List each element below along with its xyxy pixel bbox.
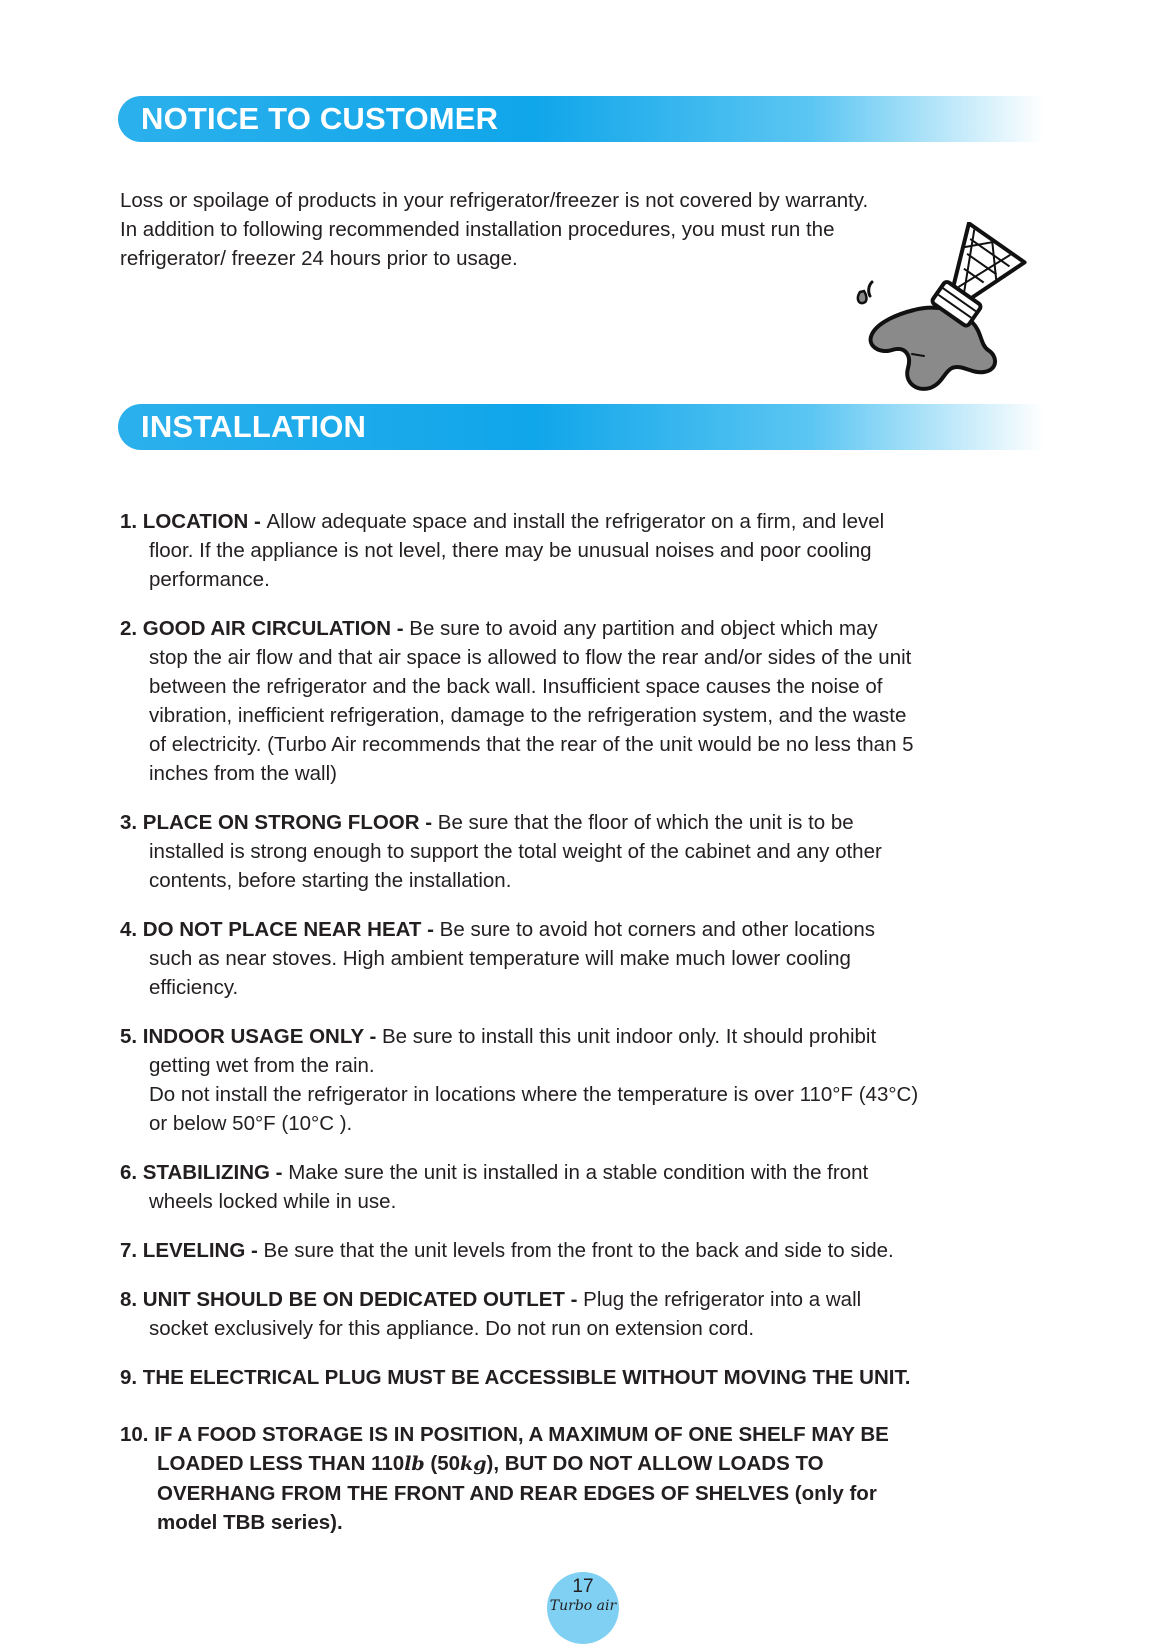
item-text: Be sure to avoid hot corners and other locations [439,918,875,941]
list-item [120,1420,1055,1537]
item-heading: 4. DO NOT PLACE NEAR HEAT - [120,918,440,941]
list-item [120,915,1055,1002]
item-text: such as near stoves. High ambient temperature will make much lower cooling [149,947,851,970]
item-text: wheels locked while in use. [149,1190,397,1213]
item-text-part: (50 [424,1452,461,1475]
item-text: floor. If the appliance is not level, there may be unusual noises and poor cooling [149,539,872,562]
list-item [120,1363,1055,1392]
item-text: of electricity. (Turbo Air recommends that the rear of the unit would be no less than 5 [149,733,914,756]
item-text: Do not install the refrigerator in locations where the temperature is over 110°F (43°C) [149,1083,919,1106]
item-text: Be sure to install this unit indoor only. It should prohibit [382,1025,877,1048]
item-text: Allow adequate space and install the refrigerator on a firm, and level [266,510,885,533]
item-text: inches from the wall) [149,762,337,785]
item-text-part: ), BUT DO NOT ALLOW LOADS TO [486,1452,824,1475]
item-text: OVERHANG FROM THE FRONT AND REAR EDGES OF SHELVES (only for [157,1482,877,1505]
item-heading: 5. INDOOR USAGE ONLY - [120,1025,382,1048]
item-text: Make sure the unit is installed in a stable condition with the front [288,1161,869,1184]
item-text [120,1449,1055,1479]
unit-kg: kg [460,1453,487,1475]
item-heading: 7. LEVELING - [120,1239,264,1262]
item-heading: 9. THE ELECTRICAL PLUG MUST BE ACCESSIBLE WITHOUT MOVING THE UNIT. [120,1366,911,1389]
installation-list [120,507,1055,1557]
unit-lb: lb [404,1453,425,1475]
page-badge [547,1572,619,1644]
list-item [120,507,1055,594]
item-text: socket exclusively for this appliance. Do not run on extension cord. [149,1317,755,1340]
item-text: between the refrigerator and the back wall. Insufficient space causes the noise of [149,675,883,698]
item-text: efficiency. [149,976,239,999]
item-heading: 8. UNIT SHOULD BE ON DEDICATED OUTLET - [120,1288,584,1311]
item-text: model TBB series). [157,1511,343,1534]
item-heading: 2. GOOD AIR CIRCULATION - [120,617,410,640]
item-text: contents, before starting the installation. [149,869,512,892]
list-item [120,1022,1055,1138]
installation-title: INSTALLATION [141,409,367,444]
item-text: vibration, inefficient refrigeration, damage to the refrigeration system, and the waste [149,704,907,727]
list-item [120,1285,1055,1343]
notice-line: In addition to following recommended installation procedures, you must run the [120,218,835,241]
brand-logo: Turbo air [549,1598,617,1614]
item-text-part: LOADED LESS THAN 110 [157,1452,405,1475]
list-item [120,1158,1055,1216]
list-item [120,808,1055,895]
item-heading: 3. PLACE ON STRONG FLOOR - [120,811,438,834]
item-text: stop the air flow and that air space is allowed to flow the rear and/or sides of the unit [149,646,912,669]
item-text: Be sure that the unit levels from the front to the back and side to side. [263,1239,894,1262]
item-text: installed is strong enough to support the total weight of the cabinet and any other [149,840,882,863]
item-text: Be sure that the floor of which the unit is to be [437,811,854,834]
page-number: 17 [572,1576,594,1597]
item-text: performance. [149,568,270,591]
notice-title: NOTICE TO CUSTOMER [141,101,499,136]
item-heading: 1. LOCATION - [120,510,267,533]
notice-line: Loss or spoilage of products in your refrigerator/freezer is not covered by warranty. [120,189,869,212]
item-text: or below 50°F (10°C ). [149,1112,353,1135]
notice-banner [118,96,1044,142]
item-text: getting wet from the rain. [149,1054,375,1077]
item-text: Be sure to avoid any partition and object which may [409,617,878,640]
notice-line: refrigerator/ freezer 24 hours prior to usage. [120,247,518,270]
item-heading: 10. IF A FOOD STORAGE IS IN POSITION, A MAXIMUM OF ONE SHELF MAY BE [120,1423,889,1446]
item-text: Plug the refrigerator into a wall [583,1288,862,1311]
list-item [120,614,1055,788]
melting-ice-cream-cone-icon [852,222,1042,418]
item-heading: 6. STABILIZING - [120,1161,289,1184]
list-item [120,1236,1055,1265]
installation-banner [118,404,1044,450]
